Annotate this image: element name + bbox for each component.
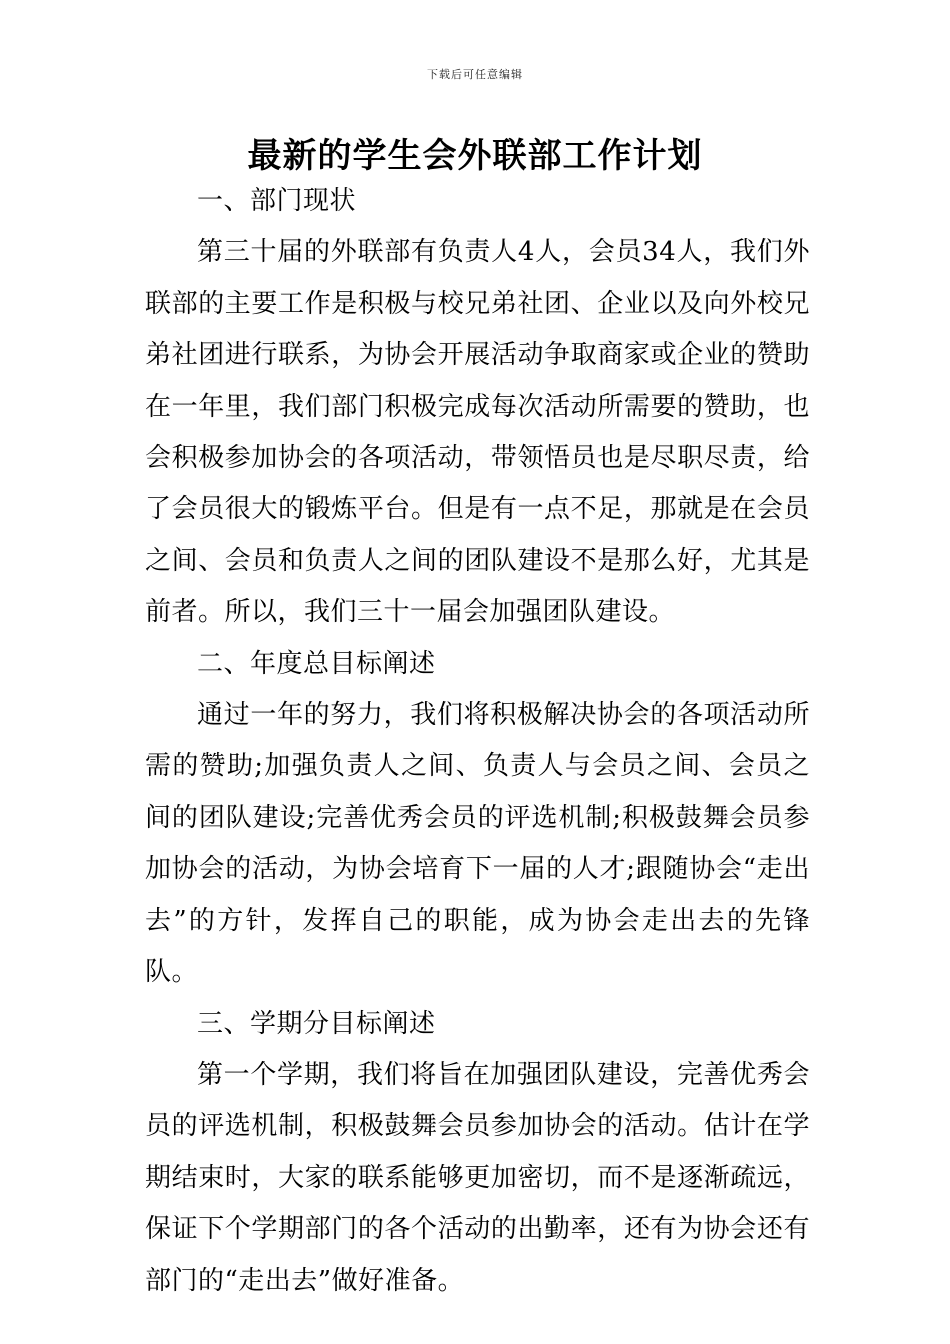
section-paragraph-2: 通过一年的努力，我们将积极解决协会的各项活动所需的赞助;加强负责人之间、负责人与会员之间、会员之间的团队建设;完善优秀会员的评选机制;积极鼓舞会员参加协会的活动，为协会培育下一届的人才;跟随协会“走出去”的方针，发挥自己的职能，成为协会走出去的先锋队。 (145, 700, 810, 988)
section-paragraph-3: 第一个学期，我们将旨在加强团队建设，完善优秀会员的评选机制，积极鼓舞会员参加协会的活动。估计在学期结束时，大家的联系能够更加密切，而不是逐渐疏远，保证下个学期部门的各个活动的出勤率，还有为协会还有部门的“走出去”做好准备。 (145, 1059, 810, 1296)
section-heading-2: 二、年度总目标阐述 (197, 648, 436, 679)
document-title: 最新的学生会外联部工作计划 (247, 136, 703, 176)
section-paragraph-1: 第三十届的外联部有负责人4人，会员34人，我们外联部的主要工作是积极与校兄弟社团、企业以及向外校兄弟社团进行联系，为协会开展活动争取商家或企业的赞助在一年里，我们部门积极完成每次活动所需要的赞助，也会积极参加协会的各项活动，带领悟员也是尽职尽责，给了会员很大的锻炼平台。但是有一点不足，那就是在会员之间、会员和负责人之间的团队建设不是那么好，尤其是前者。所以，我们三十一届会加强团队建设。 (145, 237, 810, 628)
section-heading-3: 三、学期分目标阐述 (197, 1008, 436, 1039)
document-body (145, 176, 810, 1307)
section-heading-1: 一、部门现状 (197, 186, 357, 216)
header-note: 下载后可任意编辑 (427, 68, 523, 81)
